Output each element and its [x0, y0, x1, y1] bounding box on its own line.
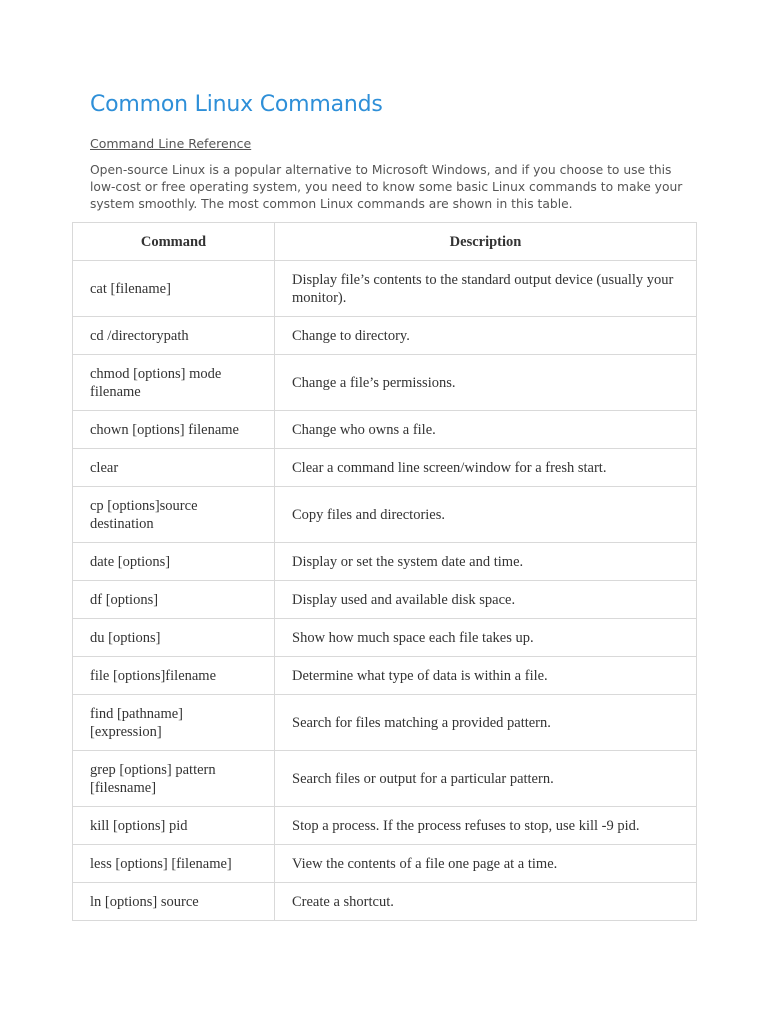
- description-cell: Stop a process. If the process refuses to stop, use kill -9 pid.: [275, 807, 697, 845]
- table-header-row: [73, 223, 697, 261]
- command-cell: kill [options] pid: [73, 807, 275, 845]
- command-cell: chown [options] filename: [73, 411, 275, 449]
- intro-paragraph: Open-source Linux is a popular alternative to Microsoft Windows, and if you choose to use this low-cost or free operating system, you need to know some basic Linux commands to make your system smoothly. The most common Linux commands are shown in this table.: [90, 163, 683, 211]
- description-cell: Display file’s contents to the standard output device (usually your monitor).: [275, 261, 697, 317]
- description-cell: View the contents of a file one page at a time.: [275, 845, 697, 883]
- description-cell: Change who owns a file.: [275, 411, 697, 449]
- description-cell: Search for files matching a provided pattern.: [275, 695, 697, 751]
- command-cell: cd /directorypath: [73, 317, 275, 355]
- table-row: [73, 581, 697, 619]
- table-row: [73, 355, 697, 411]
- command-cell: cp [options]source destination: [73, 487, 275, 543]
- table-row: [73, 807, 697, 845]
- table-row: [73, 619, 697, 657]
- table-row: [73, 883, 697, 921]
- page-subtitle: Command Line Reference: [90, 136, 252, 151]
- description-cell: Change to directory.: [275, 317, 697, 355]
- command-cell: find [pathname] [expression]: [73, 695, 275, 751]
- description-cell: Search files or output for a particular pattern.: [275, 751, 697, 807]
- table-row: [73, 657, 697, 695]
- command-cell: cat [filename]: [73, 261, 275, 317]
- table-row: [73, 449, 697, 487]
- commands-table: [72, 222, 697, 921]
- command-cell: date [options]: [73, 543, 275, 581]
- command-cell: clear: [73, 449, 275, 487]
- page-title: Common Linux Commands: [90, 92, 383, 117]
- description-cell: Create a shortcut.: [275, 883, 697, 921]
- command-cell: du [options]: [73, 619, 275, 657]
- header-description: Description: [275, 223, 697, 261]
- description-cell: Clear a command line screen/window for a fresh start.: [275, 449, 697, 487]
- command-cell: grep [options] pattern [filesname]: [73, 751, 275, 807]
- table-row: [73, 317, 697, 355]
- description-cell: Change a file’s permissions.: [275, 355, 697, 411]
- command-cell: file [options]filename: [73, 657, 275, 695]
- header-command: Command: [73, 223, 275, 261]
- description-cell: Copy files and directories.: [275, 487, 697, 543]
- command-cell: ln [options] source: [73, 883, 275, 921]
- description-cell: Show how much space each file takes up.: [275, 619, 697, 657]
- table-row: [73, 845, 697, 883]
- table-row: [73, 261, 697, 317]
- command-cell: df [options]: [73, 581, 275, 619]
- command-cell: chmod [options] mode filename: [73, 355, 275, 411]
- description-cell: Display used and available disk space.: [275, 581, 697, 619]
- description-cell: Determine what type of data is within a file.: [275, 657, 697, 695]
- table-row: [73, 751, 697, 807]
- table-row: [73, 695, 697, 751]
- description-cell: Display or set the system date and time.: [275, 543, 697, 581]
- table-row: [73, 543, 697, 581]
- table-row: [73, 487, 697, 543]
- table-row: [73, 411, 697, 449]
- command-cell: less [options] [filename]: [73, 845, 275, 883]
